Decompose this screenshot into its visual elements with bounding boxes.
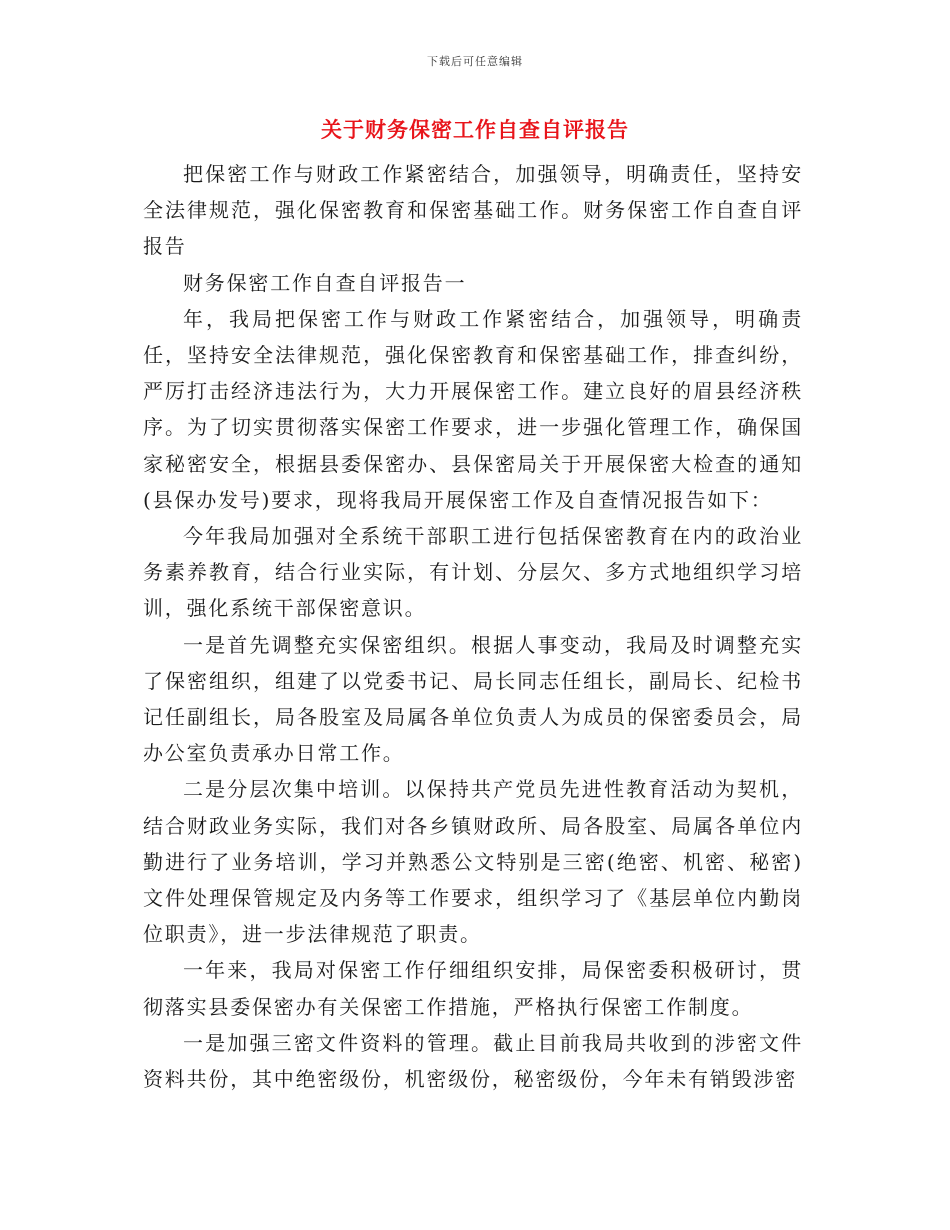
paragraph-education: 今年我局加强对全系统干部职工进行包括保密教育在内的政治业务素养教育，结合行业实际，有计划、分层欠、多方式地组织学习培训，强化系统干部保密意识。 [143, 524, 803, 621]
paragraph-subtitle: 财务保密工作自查自评报告一 [183, 270, 467, 295]
header-note: 下载后可任意编辑 [427, 55, 523, 68]
paragraph-training: 二是分层次集中培训。以保持共产党员先进性教育活动为契机，结合财政业务实际，我们对各乡镇财政所、局各股室、局属各单位内勤进行了业务培训，学习并熟悉公文特别是三密(绝密、机密、秘密)文件处理保管规定及内务等工作要求，组织学习了《基层单位内勤岗位职责》，进一步法律规范了职责。 [143, 777, 803, 947]
paragraph-arrangement: 一年来，我局对保密工作仔细组织安排，局保密委积极研讨，贯彻落实县委保密办有关保密工作措施，严格执行保密工作制度。 [143, 958, 803, 1019]
paragraph-overview: 年，我局把保密工作与财政工作紧密结合，加强领导，明确责任，坚持安全法律规范，强化保密教育和保密基础工作，排查纠纷，严厉打击经济违法行为，大力开展保密工作。建立良好的眉县经济秩序。为了切实贯彻落实保密工作要求，进一步强化管理工作，确保国家秘密安全，根据县委保密办、县保密局关于开展保密大检查的通知(县保办发号)要求，现将我局开展保密工作及自查情况报告如下： [143, 306, 803, 512]
paragraph-organization: 一是首先调整充实保密组织。根据人事变动，我局及时调整充实了保密组织，组建了以党委书记、局长同志任组长，副局长、纪检书记任副组长，局各股室及局属各单位负责人为成员的保密委员会，局办公室负责承办日常工作。 [143, 632, 803, 766]
document-title: 关于财务保密工作自查自评报告 [321, 118, 629, 142]
paragraph-document-management: 一是加强三密文件资料的管理。截止目前我局共收到的涉密文件资料共份，其中绝密级份，机密级份，秘密级份，今年未有销毁涉密 [143, 1030, 803, 1092]
paragraph-intro: 把保密工作与财政工作紧密结合，加强领导，明确责任，坚持安全法律规范，强化保密教育和保密基础工作。财务保密工作自查自评报告 [143, 162, 803, 259]
document-body [143, 156, 803, 1097]
